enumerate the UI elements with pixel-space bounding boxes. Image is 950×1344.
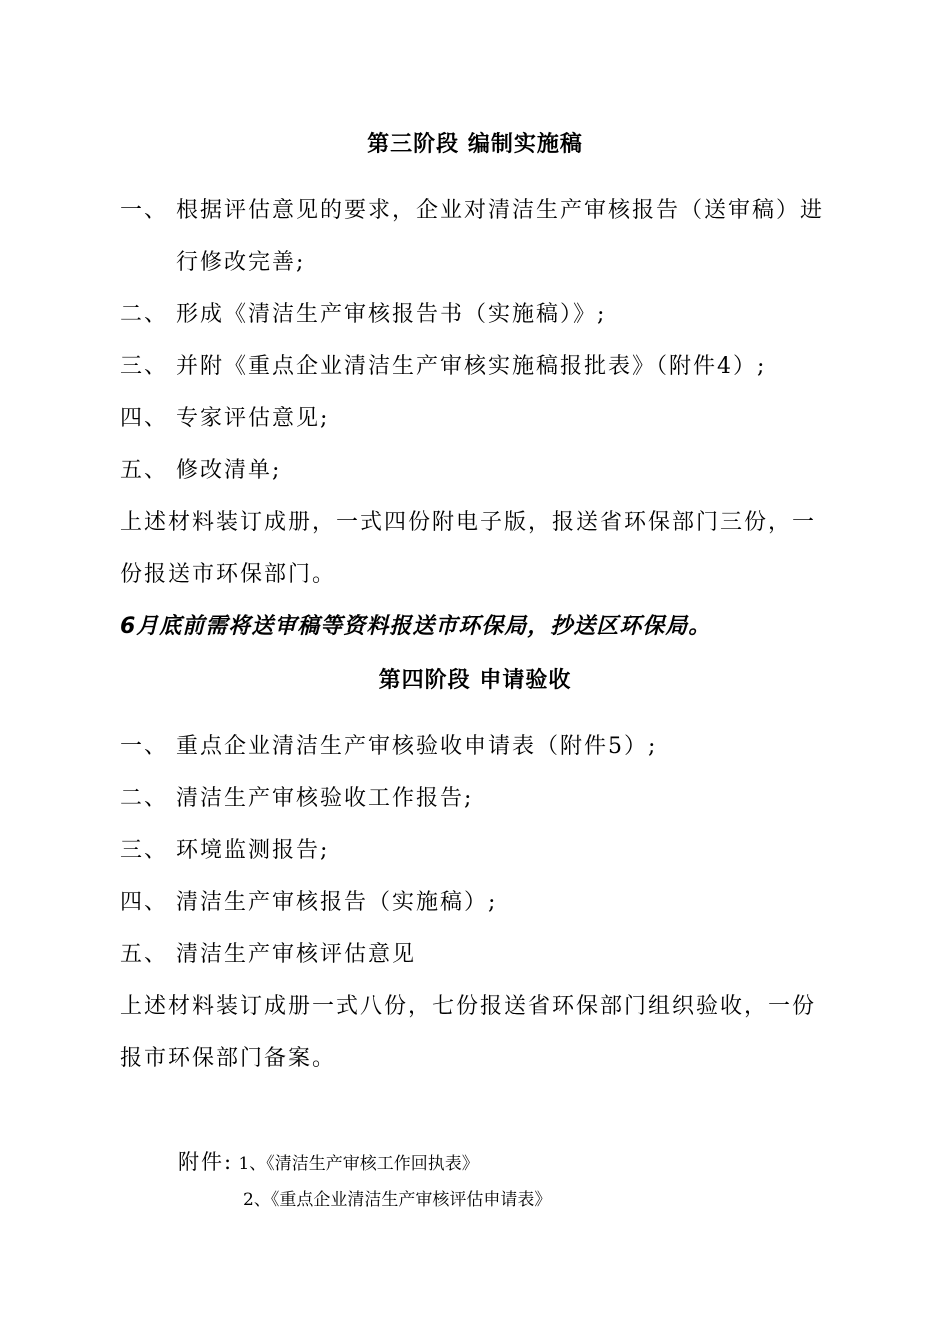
item-number: 一、 [120,734,169,759]
item-number: 四、 [120,406,169,431]
stage4-item-4 [120,885,497,916]
stage4-item-1 [120,729,657,760]
item-number: 四、 [120,890,169,915]
item-number: 五、 [120,942,169,967]
stage3-item-1 [120,193,824,224]
item-number: 二、 [120,786,169,811]
item-text: 专家评估意见; [176,406,330,431]
stage4-summary-line-1: 上述材料装订成册一式八份，七份报送省环保部门组织验收，一份 [120,994,817,1019]
item-number: 五、 [120,458,169,483]
stage4-title: 第四阶段 申请验收 [378,668,572,693]
item-number: 三、 [120,838,169,863]
stage4-item-3 [120,833,329,864]
attachment-line-1 [178,1146,479,1176]
stage3-item-4 [120,401,329,432]
stage4-summary-line-2: 报市环保部门备案。 [120,1046,337,1071]
stage4-item-5 [120,937,416,968]
item-number: 二、 [120,302,169,327]
item-text: 重点企业清洁生产审核验收申请表（附件5）; [176,734,658,759]
stage3-title: 第三阶段 编制实施稿 [367,132,583,157]
attachment-item-2: 2、《重点企业清洁生产审核评估申请表》 [243,1190,552,1210]
stage3-item-2 [120,297,606,328]
stage3-item-1-continuation: 行修改完善; [176,250,306,275]
item-number: 三、 [120,354,169,379]
item-text: 并附《重点企业清洁生产审核实施稿报批表》（附件4）; [176,354,767,379]
item-text: 环境监测报告; [176,838,330,863]
attachment-label: 附件: [178,1150,234,1174]
item-text: 修改清单; [176,458,282,483]
item-text: 形成《清洁生产审核报告书（实施稿）》; [176,302,607,327]
stage3-summary-line-1: 上述材料装订成册，一式四份附电子版，报送省环保部门三份，一 [120,510,817,535]
attachment-line-2 [243,1185,551,1210]
stage3-item-5 [120,453,281,484]
deadline-note: 6月底前需将送审稿等资料报送市环保局，抄送区环保局。 [120,614,712,639]
item-number: 一、 [120,198,169,223]
item-text: 清洁生产审核报告（实施稿）; [176,890,498,915]
item-text: 清洁生产审核验收工作报告; [176,786,474,811]
attachment-item-1: 1、《清洁生产审核工作回执表》 [238,1154,479,1174]
stage3-item-3 [120,349,766,380]
item-text: 清洁生产审核评估意见 [176,942,417,967]
stage3-summary-line-2: 份报送市环保部门。 [120,562,337,587]
item-text: 根据评估意见的要求，企业对清洁生产审核报告（送审稿）进 [176,198,825,223]
stage4-item-2 [120,781,473,812]
